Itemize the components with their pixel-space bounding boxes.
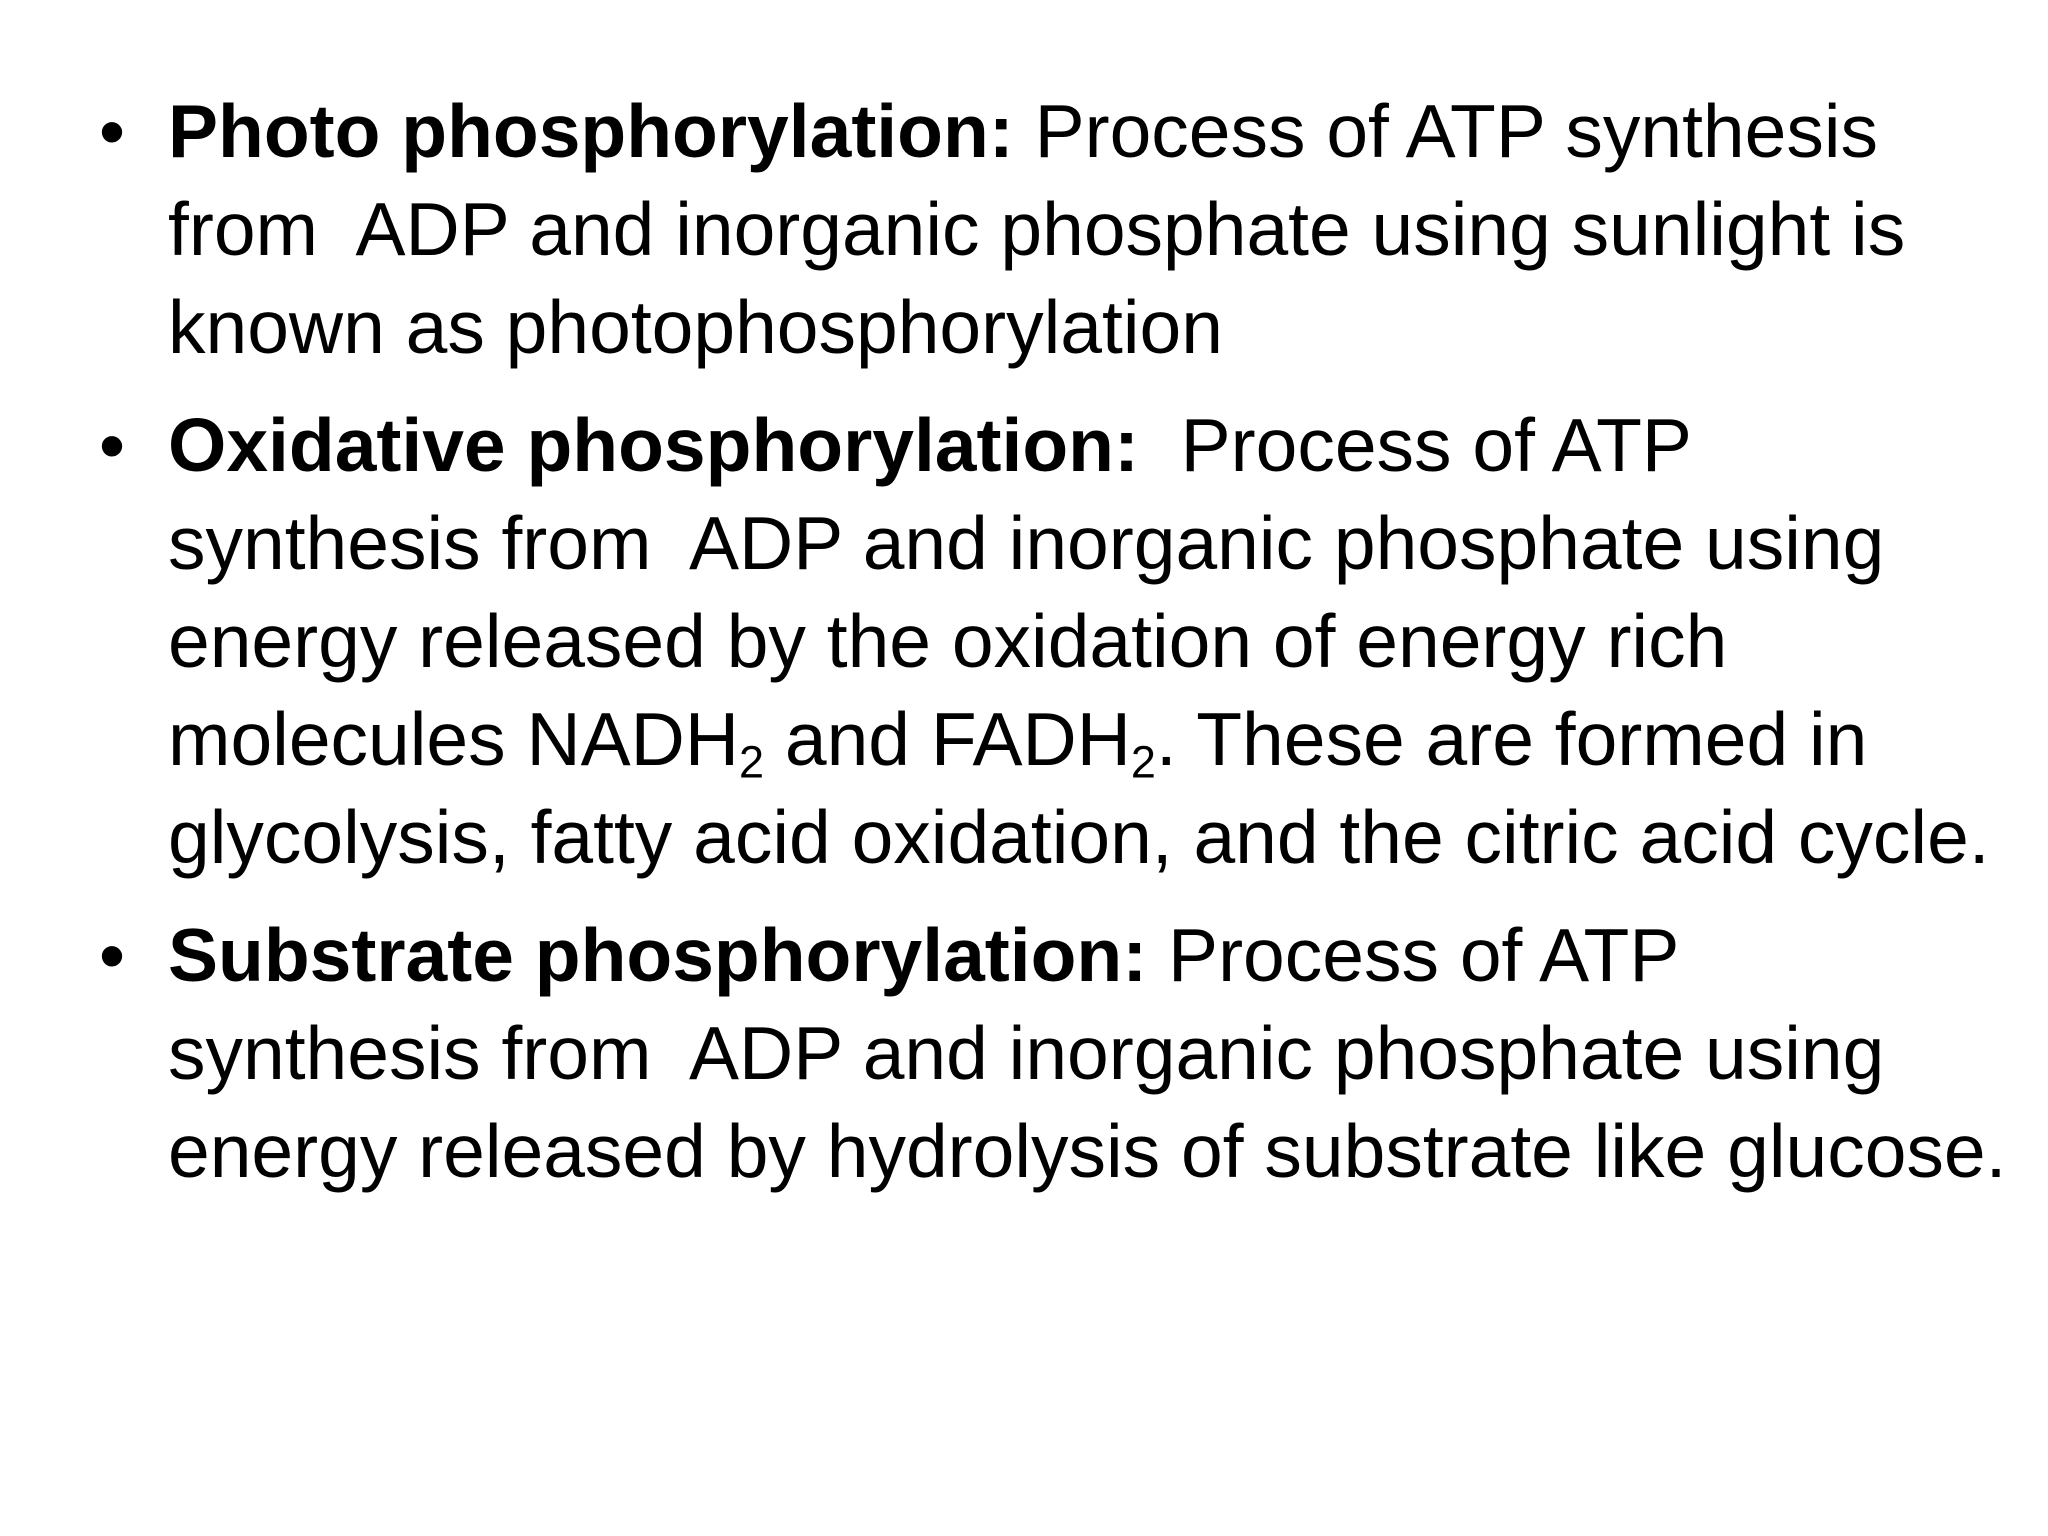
bullet-oxidative-phosphorylation — [98, 396, 2008, 886]
definition-oxidative-part-a: Process of ATP synthesis from ADP and inorganic phosphate using energy released by the oxidation of energy rich molecules NADH — [168, 403, 1906, 781]
term-photo-phosphorylation: Photo phosphorylation: — [168, 89, 1014, 173]
definition-oxidative-part-b: and FADH — [764, 697, 1131, 781]
definition-oxidative-part-c: . These are formed in glycolysis, fatty acid oxidation, and the citric acid cycle. — [168, 697, 1990, 879]
bullet-dot-icon: • — [98, 89, 126, 173]
term-oxidative-phosphorylation: Oxidative phosphorylation: — [168, 403, 1139, 487]
bullet-substrate-phosphorylation — [98, 906, 2008, 1200]
definition-photo-phosphorylation: Process of ATP synthesis from ADP and inorganic phosphate using sunlight is known as photophosphorylation — [168, 89, 1927, 369]
bullet-dot-icon: • — [98, 403, 126, 487]
bullet-dot-icon: • — [98, 913, 126, 997]
term-substrate-phosphorylation: Substrate phosphorylation: — [168, 913, 1148, 997]
definition-substrate-phosphorylation: Process of ATP synthesis from ADP and inorganic phosphate using energy released by hydrolysis of substrate like glucose. — [168, 913, 2007, 1193]
subscript-fadh2: 2 — [1130, 736, 1156, 788]
bullet-photo-phosphorylation — [98, 82, 2008, 376]
subscript-nadh2: 2 — [739, 736, 765, 788]
bullet-list — [98, 82, 2008, 1220]
